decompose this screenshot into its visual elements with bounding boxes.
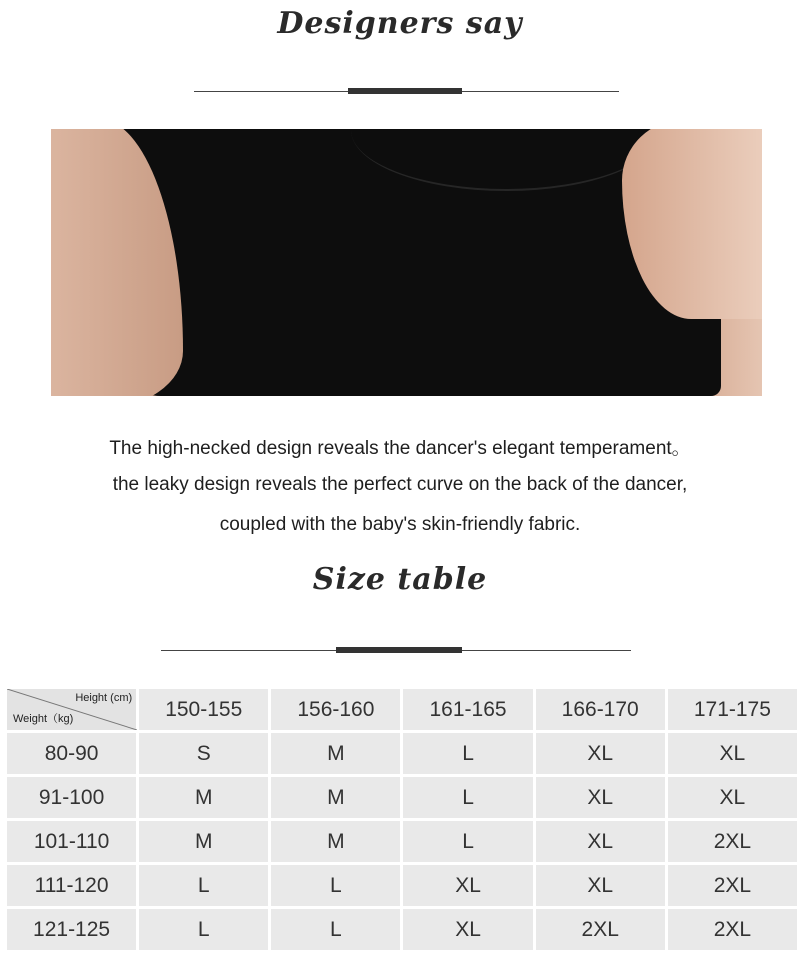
size-cell: L bbox=[139, 909, 268, 950]
size-table bbox=[4, 686, 800, 953]
weight-range-cell: 121-125 bbox=[7, 909, 136, 950]
table-row bbox=[7, 777, 797, 818]
height-range-header: 156-160 bbox=[271, 689, 400, 730]
height-axis-label: Height (cm) bbox=[75, 692, 133, 704]
size-cell: M bbox=[271, 821, 400, 862]
height-range-header: 150-155 bbox=[139, 689, 268, 730]
divider-accent bbox=[336, 647, 462, 653]
size-cell: XL bbox=[536, 821, 665, 862]
size-cell: S bbox=[139, 733, 268, 774]
weight-range-cell: 91-100 bbox=[7, 777, 136, 818]
description-line-2: the leaky design reveals the perfect curve on the back of the dancer, bbox=[112, 474, 688, 495]
table-row bbox=[7, 733, 797, 774]
size-cell: M bbox=[271, 777, 400, 818]
size-cell: L bbox=[271, 909, 400, 950]
height-range-header: 166-170 bbox=[536, 689, 665, 730]
table-row bbox=[7, 821, 797, 862]
high-neck-collar bbox=[351, 129, 661, 191]
size-cell: XL bbox=[403, 865, 532, 906]
size-cell: M bbox=[271, 733, 400, 774]
table-row bbox=[7, 865, 797, 906]
weight-axis-label: Weight（kg) bbox=[13, 713, 74, 725]
size-cell: L bbox=[271, 865, 400, 906]
divider-accent bbox=[348, 88, 462, 94]
height-range-header: 161-165 bbox=[403, 689, 532, 730]
height-range-header: 171-175 bbox=[668, 689, 797, 730]
weight-range-cell: 101-110 bbox=[7, 821, 136, 862]
description-line-3: coupled with the baby's skin-friendly fabric. bbox=[219, 514, 581, 535]
weight-range-cell: 80-90 bbox=[7, 733, 136, 774]
size-cell: XL bbox=[668, 733, 797, 774]
size-cell: L bbox=[403, 821, 532, 862]
size-cell: XL bbox=[536, 777, 665, 818]
size-cell: XL bbox=[536, 865, 665, 906]
size-cell: 2XL bbox=[668, 821, 797, 862]
size-cell: 2XL bbox=[668, 865, 797, 906]
size-cell: L bbox=[403, 733, 532, 774]
product-photo bbox=[51, 129, 762, 396]
size-cell: XL bbox=[668, 777, 797, 818]
size-table-heading: Size table bbox=[312, 562, 488, 597]
size-cell: 2XL bbox=[668, 909, 797, 950]
size-cell: M bbox=[139, 821, 268, 862]
designers-say-heading: Designers say bbox=[277, 6, 523, 41]
description-line-1: The high-necked design reveals the dancer's elegant temperament。 bbox=[109, 438, 691, 459]
table-header-row bbox=[7, 689, 797, 730]
size-cell: L bbox=[403, 777, 532, 818]
weight-range-cell: 111-120 bbox=[7, 865, 136, 906]
size-cell: XL bbox=[403, 909, 532, 950]
table-row bbox=[7, 909, 797, 950]
table-corner-cell bbox=[7, 689, 136, 730]
size-cell: XL bbox=[536, 733, 665, 774]
size-cell: M bbox=[139, 777, 268, 818]
size-cell: 2XL bbox=[536, 909, 665, 950]
size-cell: L bbox=[139, 865, 268, 906]
